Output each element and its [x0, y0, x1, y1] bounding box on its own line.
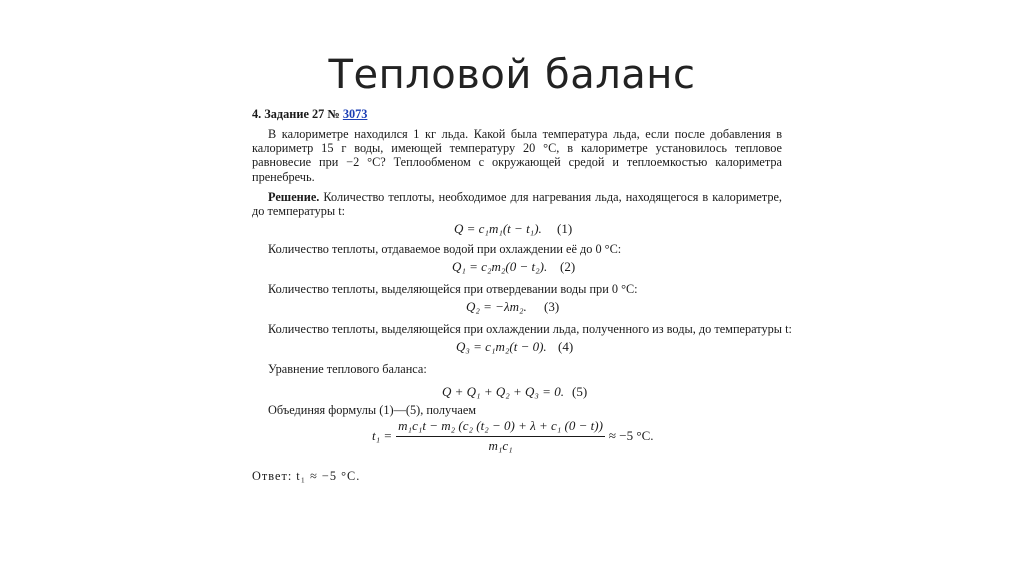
equation-2: Q₁ = c₂m₂(0 − t₂).: [452, 259, 548, 275]
final-denominator: m₁c₁: [488, 437, 513, 453]
solution-intro-paragraph: [252, 190, 782, 218]
final-formula-lhs: t₁ =: [372, 427, 393, 443]
equation-1-number: (1): [557, 220, 573, 236]
equation-1-row: [252, 218, 782, 240]
task-number-link[interactable]: 3073: [342, 107, 368, 121]
text-2: Количество теплоты, отдаваемое водой при охлаждении её до 0 °C:: [268, 241, 622, 256]
task-statement: В калориметре находился 1 кг льда. Какой была температура льда, если после добавления в калориметр 15 г воды, имеющей температуру 20 °C, в калориметре установилось тепловое равновесие при −2 °C? Теплообменом с окружающей средой и теплоемкостью калориметра пренебречь.: [252, 127, 782, 184]
equation-5: Q + Q₁ + Q₂ + Q₃ = 0.: [442, 383, 564, 399]
final-formula-rhs: ≈ −5 °C.: [608, 427, 654, 443]
final-numerator: m₁c₁t − m₂ (c₂ (t₂ − 0) + λ + c₁ (0 − t)): [396, 419, 605, 437]
task-document: [252, 107, 792, 483]
final-fraction: [396, 419, 605, 454]
equation-3: Q₂ = −λm₂.: [466, 299, 527, 315]
equation-4: Q₃ = c₁m₂(t − 0).: [456, 339, 547, 355]
text-4: Количество теплоты, выделяющейся при охлаждении льда, полученного из воды, до температуры t:: [268, 322, 792, 337]
equation-2-row: [252, 258, 782, 280]
equation-5-row: [252, 379, 782, 401]
solution-label: Решение.: [268, 189, 320, 204]
equation-3-number: (3): [544, 299, 560, 315]
equation-4-row: [252, 338, 782, 360]
text-3: Количество теплоты, выделяющейся при отвердевании воды при 0 °C:: [268, 282, 638, 297]
final-formula: [372, 419, 654, 454]
equation-3-row: [252, 298, 782, 320]
equation-2-number: (2): [560, 259, 576, 275]
final-formula-row: [252, 419, 782, 463]
task-heading-prefix: 4. Задание 27 №: [252, 107, 340, 121]
text-5: Уравнение теплового баланса:: [268, 362, 427, 377]
equation-4-number: (4): [558, 339, 574, 355]
solution-intro: Количество теплоты, необходимое для нагревания льда, находящегося в калориметре, до температуры t:: [252, 189, 783, 218]
task-heading: [252, 107, 782, 121]
text-6: Объединяя формулы (1)—(5), получаем: [268, 402, 477, 417]
equation-1: Q = c₁m₁(t − t₁).: [454, 220, 542, 236]
answer: Ответ: t₁ ≈ −5 °C.: [252, 468, 361, 483]
equation-5-number: (5): [572, 383, 588, 399]
slide-title: Тепловой баланс: [328, 52, 696, 98]
